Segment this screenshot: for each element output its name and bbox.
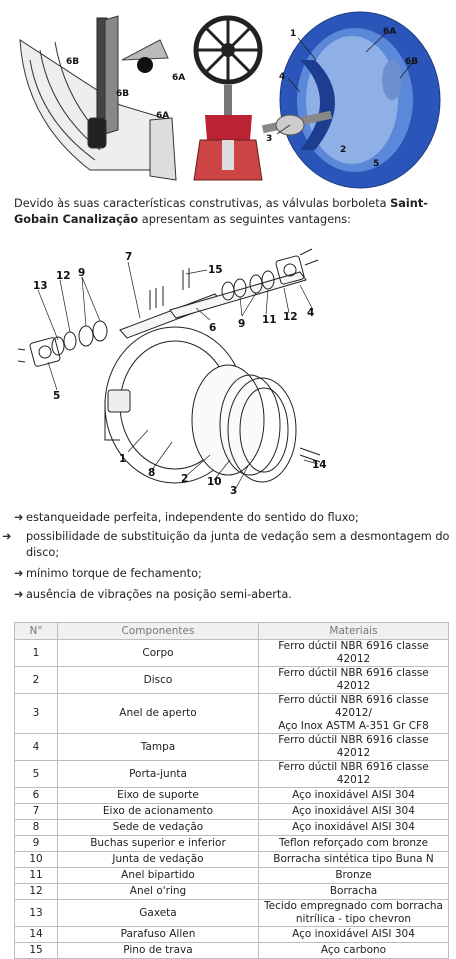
row-component: Disco [58,667,259,694]
table-row [15,900,449,927]
table-row [15,804,449,820]
label-6b-f: 6B [405,57,419,67]
exploded-label-3: 3 [230,485,238,497]
intro-text-after: apresentam as seguintes vantagens: [138,213,351,226]
row-num: 14 [15,927,58,943]
row-num: 3 [15,694,58,734]
label-1: 1 [290,29,297,39]
row-material: Ferro dúctil NBR 6916 classe 42012 [259,640,449,667]
row-component: Buchas superior e inferior [58,836,259,852]
exploded-label-7: 7 [125,251,133,263]
table-row [15,884,449,900]
row-material: Borracha sintética tipo Buna N [259,852,449,868]
table-row [15,868,449,884]
gate-valve-cutaway [194,85,262,180]
table-row [15,667,449,694]
arrow-icon: ➜ [14,511,24,524]
row-num: 5 [15,761,58,788]
table-row [15,943,449,959]
row-num: 7 [15,804,58,820]
row-material: Borracha [259,884,449,900]
row-num: 13 [15,900,58,927]
label-4: 4 [279,72,286,82]
row-material: Ferro dúctil NBR 6916 classe 42012 [259,761,449,788]
exploded-label-2: 2 [181,473,189,485]
arrow-icon: ➜ [14,567,24,580]
row-num: 2 [15,667,58,694]
header-num: N° [15,623,58,640]
row-material: Aço inoxidável AISI 304 [259,804,449,820]
label-5: 5 [373,159,380,169]
row-component: Porta-junta [58,761,259,788]
components-table [14,622,449,959]
advantage-text: estanqueidade perfeita, independente do sentido do fluxo; [26,511,359,524]
row-material: Ferro dúctil NBR 6916 classe 42012 [259,667,449,694]
row-material: Aço inoxidável AISI 304 [259,820,449,836]
cone-shapes [122,40,168,73]
row-component: Anel de aperto [58,694,259,734]
intro-paragraph [14,196,446,228]
row-material: Ferro dúctil NBR 6916 classe 42012 [259,734,449,761]
row-material: Aço carbono [259,943,449,959]
label-2: 2 [340,145,347,155]
exploded-label-1: 1 [119,453,127,465]
exploded-label-12-right: 12 [283,311,298,323]
table-row [15,927,449,943]
butterfly-valve-body [262,12,440,188]
table-row [15,761,449,788]
exploded-label-15: 15 [208,264,223,276]
row-material: Tecido empregnado com borracha nitrílica - tipo chevron [259,900,449,927]
advantage-text: ausência de vibrações na posição semi-aberta. [26,588,292,601]
row-num: 12 [15,884,58,900]
table-row [15,640,449,667]
row-num: 11 [15,868,58,884]
row-component: Parafuso Allen [58,927,259,943]
exploded-view-drawing [0,244,456,500]
arrow-icon: ➜ [14,588,24,601]
seat-detail-sketch [20,16,176,180]
row-component: Eixo de acionamento [58,804,259,820]
label-3: 3 [266,134,273,144]
row-component: Anel o'ring [58,884,259,900]
label-6a-e: 6A [383,27,397,37]
advantage-text: possibilidade de substituição da junta de vedação sem a desmontagem do disco; [26,530,450,559]
row-component: Corpo [58,640,259,667]
label-6a-c: 6A [172,73,186,83]
row-num: 10 [15,852,58,868]
exploded-label-8: 8 [148,467,156,479]
row-num: 15 [15,943,58,959]
table-row [15,820,449,836]
advantage-item [2,529,450,561]
row-component: Sede de vedação [58,820,259,836]
row-component: Anel bipartido [58,868,259,884]
table-header-row [15,623,449,640]
header-material: Materiais [259,623,449,640]
advantage-text: mínimo torque de fechamento; [26,567,202,580]
header-component: Componentes [58,623,259,640]
label-6b-a: 6B [66,57,80,67]
row-num: 9 [15,836,58,852]
advantage-item [14,587,450,603]
label-6b-b: 6B [116,89,130,99]
row-component: Junta de vedação [58,852,259,868]
table-row [15,852,449,868]
row-material: Aço inoxidável AISI 304 [259,927,449,943]
handwheel-sketch [196,18,260,82]
exploded-label-11: 11 [262,314,277,326]
row-material: Ferro dúctil NBR 6916 classe 42012/ Aço Inox ASTM A-351 Gr CF8 [259,694,449,734]
exploded-label-9-right: 9 [238,318,246,330]
exploded-label-13: 13 [33,280,48,292]
row-num: 6 [15,788,58,804]
exploded-label-5: 5 [53,390,61,402]
table-body [15,640,449,959]
exploded-label-12-left: 12 [56,270,71,282]
row-component: Tampa [58,734,259,761]
row-num: 4 [15,734,58,761]
brand-name: Saint-Gobain Canalização [14,197,428,226]
table-row [15,694,449,734]
exploded-label-9-left: 9 [78,267,86,279]
exploded-label-10: 10 [207,476,222,488]
table-row [15,734,449,761]
exploded-label-14: 14 [312,459,327,471]
row-material: Bronze [259,868,449,884]
row-material: Aço inoxidável AISI 304 [259,788,449,804]
exploded-label-4: 4 [307,307,315,319]
row-material: Teflon reforçado com bronze [259,836,449,852]
row-component: Pino de trava [58,943,259,959]
table-row [15,836,449,852]
table-row [15,788,449,804]
row-num: 8 [15,820,58,836]
row-component: Eixo de suporte [58,788,259,804]
label-6a-d: 6A [156,111,170,121]
row-num: 1 [15,640,58,667]
advantage-item [14,510,450,526]
intro-text-before: Devido às suas características construtivas, as válvulas borboleta [14,197,391,210]
exploded-label-6: 6 [209,322,217,334]
row-component: Gaxeta [58,900,259,927]
arrow-icon: ➜ [2,530,12,543]
advantage-item [14,566,450,582]
valve-illustrations [0,0,456,192]
